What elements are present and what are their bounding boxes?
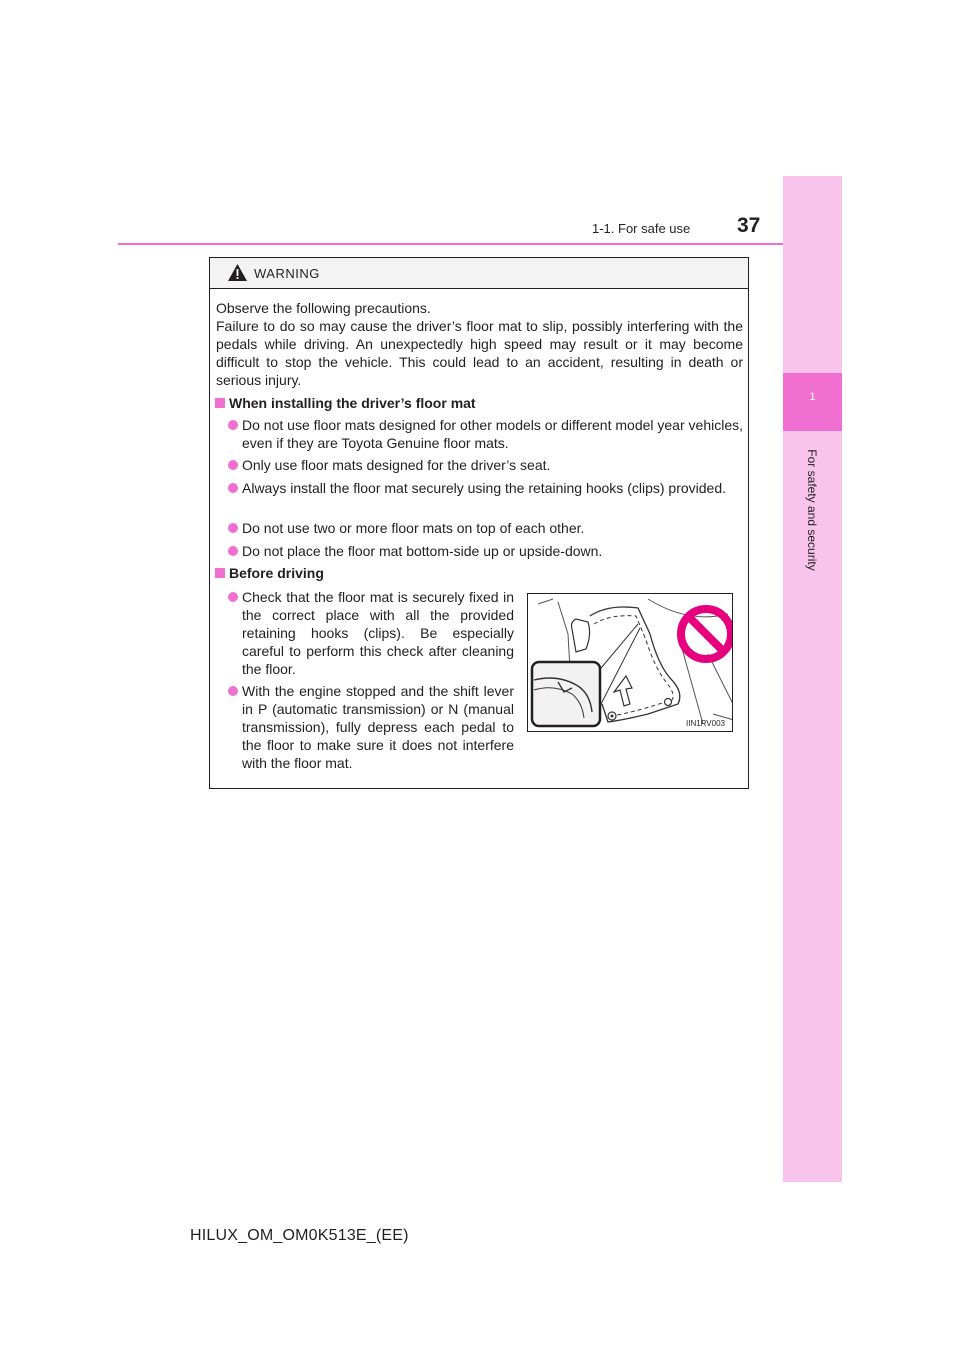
list-item: Only use floor mats designed for the driver’s seat. — [242, 456, 743, 474]
heading-text: Before driving — [229, 565, 324, 581]
list-item: Do not use two or more floor mats on top of each other. — [242, 519, 743, 537]
floor-mat-illustration — [527, 593, 733, 732]
bullet-icon — [228, 460, 238, 470]
bullet-icon — [228, 592, 238, 602]
list-item: Do not use floor mats designed for other models or different model year vehicles, even if they are Toyota Genuine floor mats. — [242, 416, 743, 452]
warning-triangle-icon — [227, 263, 248, 282]
document-code: HILUX_OM_OM0K513E_(EE) — [190, 1227, 409, 1244]
section-heading-installing — [215, 395, 476, 411]
page-number: 37 — [737, 214, 761, 237]
chapter-number: 1 — [809, 391, 816, 403]
side-tab — [783, 176, 842, 1182]
warning-title: WARNING — [254, 266, 320, 281]
intro-line-1: Observe the following precautions. — [216, 300, 431, 316]
section-heading-before-driving — [215, 565, 324, 581]
header-rule — [118, 243, 783, 245]
chapter-title: For safety and security — [805, 449, 819, 571]
intro-line-2: Failure to do so may cause the driver’s floor mat to slip, possibly interfering with the pedals while driving. An unexpectedly high speed may result or it may become difficult to stop the vehicle. This could lead to an accident, resulting in death or serious injury. — [216, 318, 743, 388]
square-bullet-icon — [215, 398, 225, 408]
section-title: 1-1. For safe use — [592, 221, 691, 236]
list-item: Do not place the floor mat bottom-side up or upside-down. — [242, 542, 743, 560]
warning-box — [209, 257, 749, 789]
bullet-icon — [228, 546, 238, 556]
heading-text: When installing the driver’s floor mat — [229, 395, 476, 411]
figure-code: IIN1RV003 — [686, 719, 725, 728]
bullet-icon — [228, 420, 238, 430]
warning-intro — [216, 299, 743, 389]
list-item: With the engine stopped and the shift lever in P (automatic transmission) or N (manual transmission), fully depress each pedal to the floor to make sure it does not interfere with the floor mat. — [242, 682, 514, 772]
bullet-icon — [228, 686, 238, 696]
floor-mat-drawing — [528, 594, 733, 732]
list-item: Always install the floor mat securely using the retaining hooks (clips) provided. — [242, 479, 743, 497]
warning-header — [210, 258, 748, 289]
list-item: Check that the floor mat is securely fixed in the correct place with all the provided retaining hooks (clips). Be especially careful to perform this check after cleaning the floor. — [242, 588, 514, 678]
square-bullet-icon — [215, 568, 225, 578]
bullet-icon — [228, 523, 238, 533]
bullet-icon — [228, 483, 238, 493]
